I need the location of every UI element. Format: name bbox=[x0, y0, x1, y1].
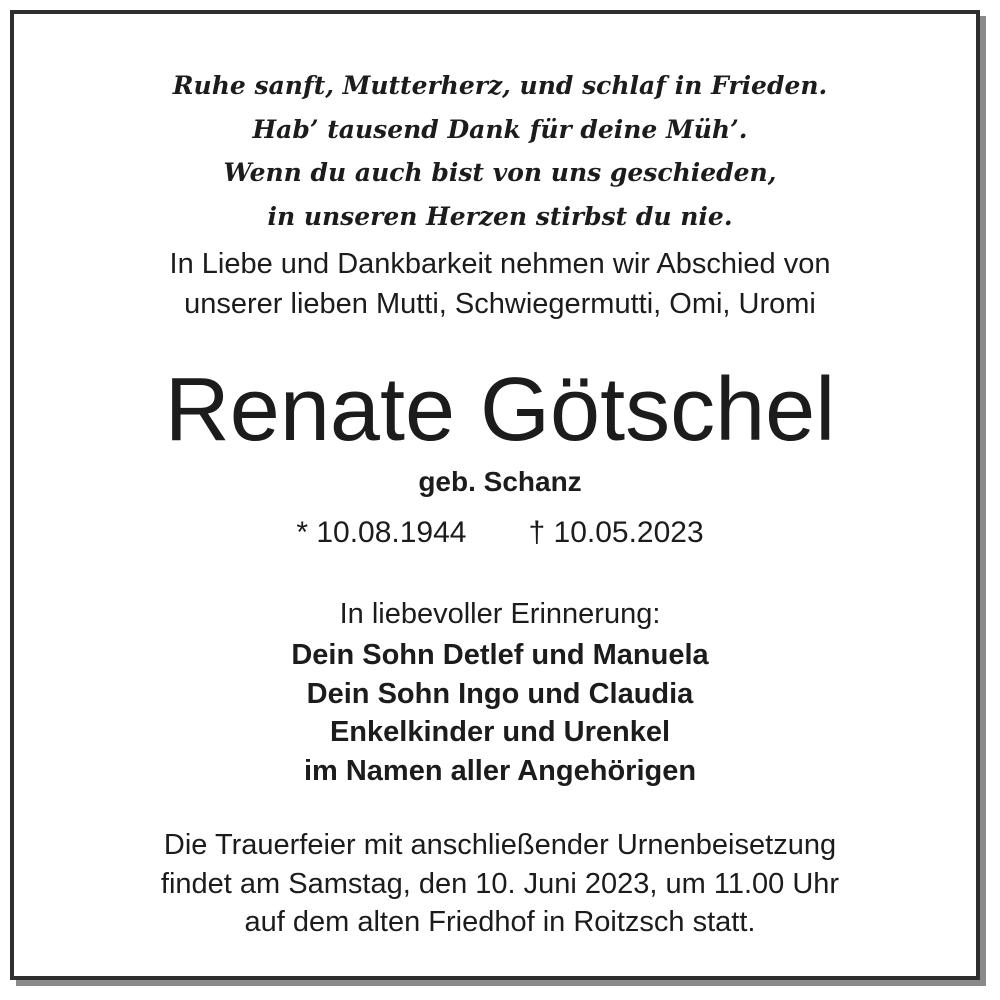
life-dates bbox=[0, 513, 1000, 553]
memorial-poem bbox=[0, 64, 1000, 238]
mourner-line: Dein Sohn Detlef und Manuela bbox=[291, 639, 709, 671]
deceased-name: Renate Götschel bbox=[164, 360, 836, 460]
mourner-line: Dein Sohn Ingo und Claudia bbox=[306, 677, 694, 710]
birth-date: * 10.08.1944 bbox=[296, 516, 467, 549]
funeral-line: findet am Samstag, den 10. Juni 2023, um 11.00 Uhr bbox=[160, 867, 840, 900]
mourner-line: im Namen aller Angehörigen bbox=[303, 754, 697, 787]
intro-line: In Liebe und Dankbarkeit nehmen wir Abschied von bbox=[169, 248, 831, 280]
funeral-line: Die Trauerfeier mit anschließender Urnenbeisetzung bbox=[163, 829, 837, 861]
funeral-line: auf dem alten Friedhof in Roitzsch statt. bbox=[244, 906, 756, 938]
poem-line: Hab’ tausend Dank für deine Müh’. bbox=[252, 114, 748, 144]
farewell-intro bbox=[0, 244, 1000, 324]
poem-line: Ruhe sanft, Mutterherz, und schlaf in Frieden. bbox=[172, 71, 828, 100]
mourners-list bbox=[0, 636, 1000, 790]
poem-line: in unseren Herzen stirbst du nie. bbox=[267, 201, 733, 231]
death-date: † 10.05.2023 bbox=[528, 516, 704, 549]
poem-line: Wenn du auch bist von uns geschieden, bbox=[223, 158, 777, 187]
memory-heading: In liebevoller Erinnerung: bbox=[339, 598, 661, 630]
maiden-name: geb. Schanz bbox=[418, 466, 582, 497]
intro-line: unserer lieben Mutti, Schwiegermutti, Omi, Uromi bbox=[184, 288, 816, 320]
mourner-line: Enkelkinder und Urenkel bbox=[329, 716, 671, 748]
funeral-details bbox=[0, 826, 1000, 942]
